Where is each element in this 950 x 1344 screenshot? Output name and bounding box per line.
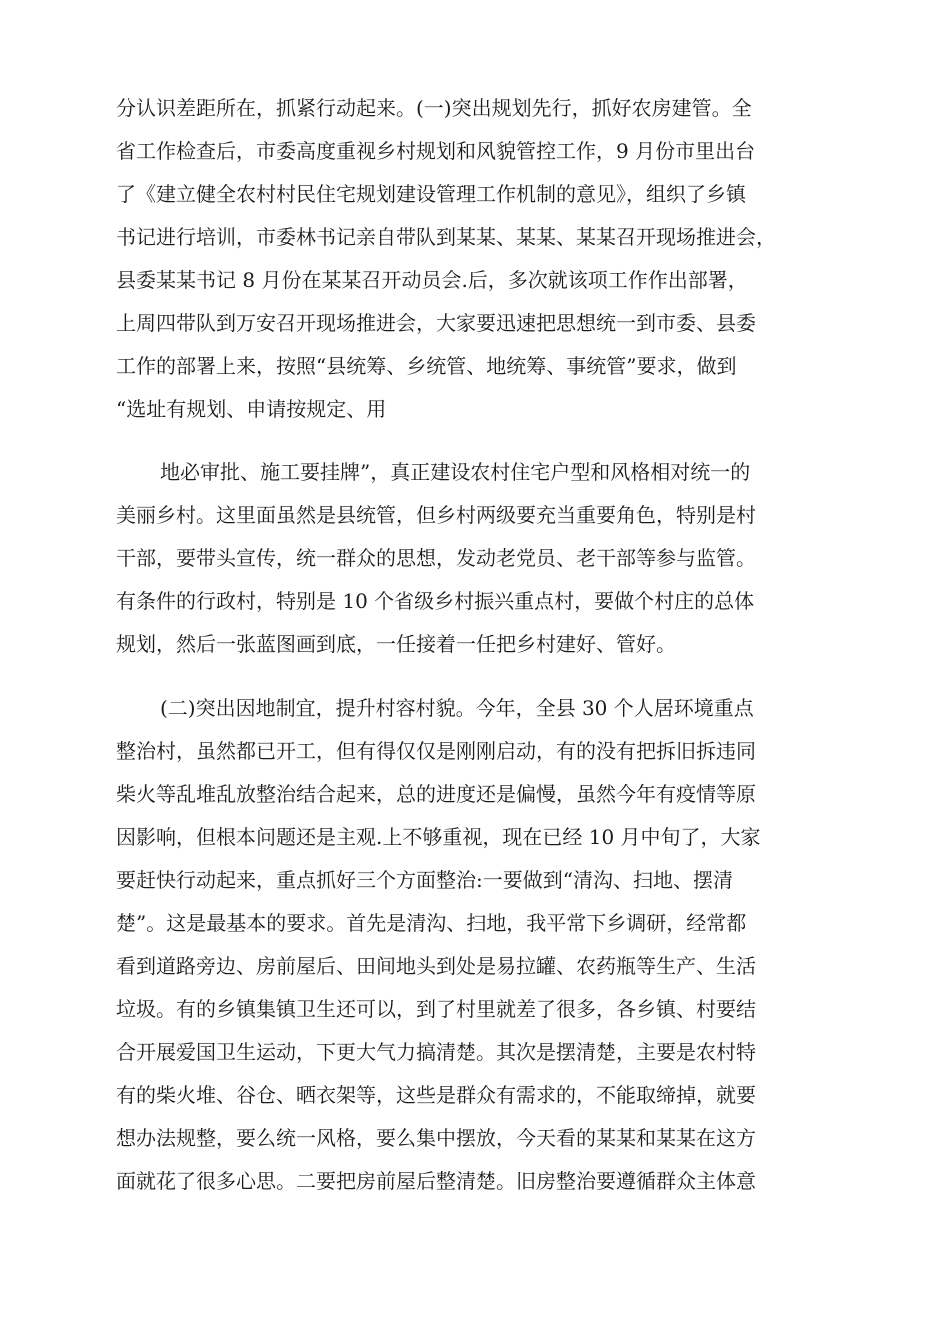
text-line: 分认识差距所在，抓紧行动起来。(一)突出规划先行，抓好农房建管。全 bbox=[116, 96, 752, 120]
text-line: (二)突出因地制宜，提升村容村貌。今年，全县 30 个人居环境重点 bbox=[160, 696, 754, 720]
text-line: “选址有规划、申请按规定、用 bbox=[116, 397, 387, 421]
text-line: 楚”。这是最基本的要求。首先是清沟、扫地，我平常下乡调研，经常都 bbox=[116, 911, 747, 935]
text-line: 柴火等乱堆乱放整治结合起来，总的进度还是偏慢，虽然今年有疫情等原 bbox=[116, 782, 756, 806]
text-line: 干部，要带头宣传，统一群众的思想，发动老党员、老干部等参与监管。 bbox=[116, 546, 756, 570]
text-line: 美丽乡村。这里面虽然是县统管，但乡村两级要充当重要角色，特别是村 bbox=[116, 503, 756, 527]
text-line: 有条件的行政村，特别是 10 个省级乡村振兴重点村，要做个村庄的总体 bbox=[116, 589, 755, 613]
text-line: 省工作检查后，市委高度重视乡村规划和风貌管控工作，9 月份市里出台 bbox=[116, 139, 756, 163]
text-line: 垃圾。有的乡镇集镇卫生还可以，到了村里就差了很多，各乡镇、村要结 bbox=[116, 997, 756, 1021]
text-line: 看到道路旁边、房前屋后、田间地头到处是易拉罐、农药瓶等生产、生活 bbox=[116, 954, 756, 978]
text-line: 上周四带队到万安召开现场推进会，大家要迅速把思想统一到市委、县委 bbox=[116, 311, 756, 335]
text-line: 面就花了很多心思。二要把房前屋后整清楚。旧房整治要遵循群众主体意 bbox=[116, 1169, 756, 1193]
text-line: 县委某某书记 8 月份在某某召开动员会.后，多次就该项工作作出部署， bbox=[116, 268, 748, 292]
text-line: 有的柴火堆、谷仓、晒衣架等，这些是群众有需求的，不能取缔掉，就要 bbox=[116, 1083, 756, 1107]
text-line: 地必审批、施工要挂牌”，真正建设农村住宅户型和风格相对统一的 bbox=[160, 460, 751, 484]
text-line: 书记进行培训，市委林书记亲自带队到某某、某某、某某召开现场推进会， bbox=[116, 225, 776, 249]
text-line: 想办法规整，要么统一风格，要么集中摆放，今天看的某某和某某在这方 bbox=[116, 1126, 756, 1150]
text-line: 了《建立健全农村村民住宅规划建设管理工作机制的意见》，组织了乡镇 bbox=[116, 182, 746, 206]
text-line: 工作的部署上来，按照“县统筹、乡统管、地统筹、事统管”要求，做到 bbox=[116, 354, 737, 378]
text-line: 规划，然后一张蓝图画到底，一任接着一任把乡村建好、管好。 bbox=[116, 632, 676, 656]
text-line: 因影响，但根本问题还是主观.上不够重视，现在已经 10 月中旬了，大家 bbox=[116, 825, 761, 849]
text-line: 整治村，虽然都已开工，但有得仅仅是刚刚启动，有的没有把拆旧拆违同 bbox=[116, 739, 756, 763]
text-line: 合开展爱国卫生运动，下更大气力搞清楚。其次是摆清楚，主要是农村特 bbox=[116, 1040, 756, 1064]
text-line: 要赶快行动起来，重点抓好三个方面整治:一要做到“清沟、扫地、摆清 bbox=[116, 868, 733, 892]
